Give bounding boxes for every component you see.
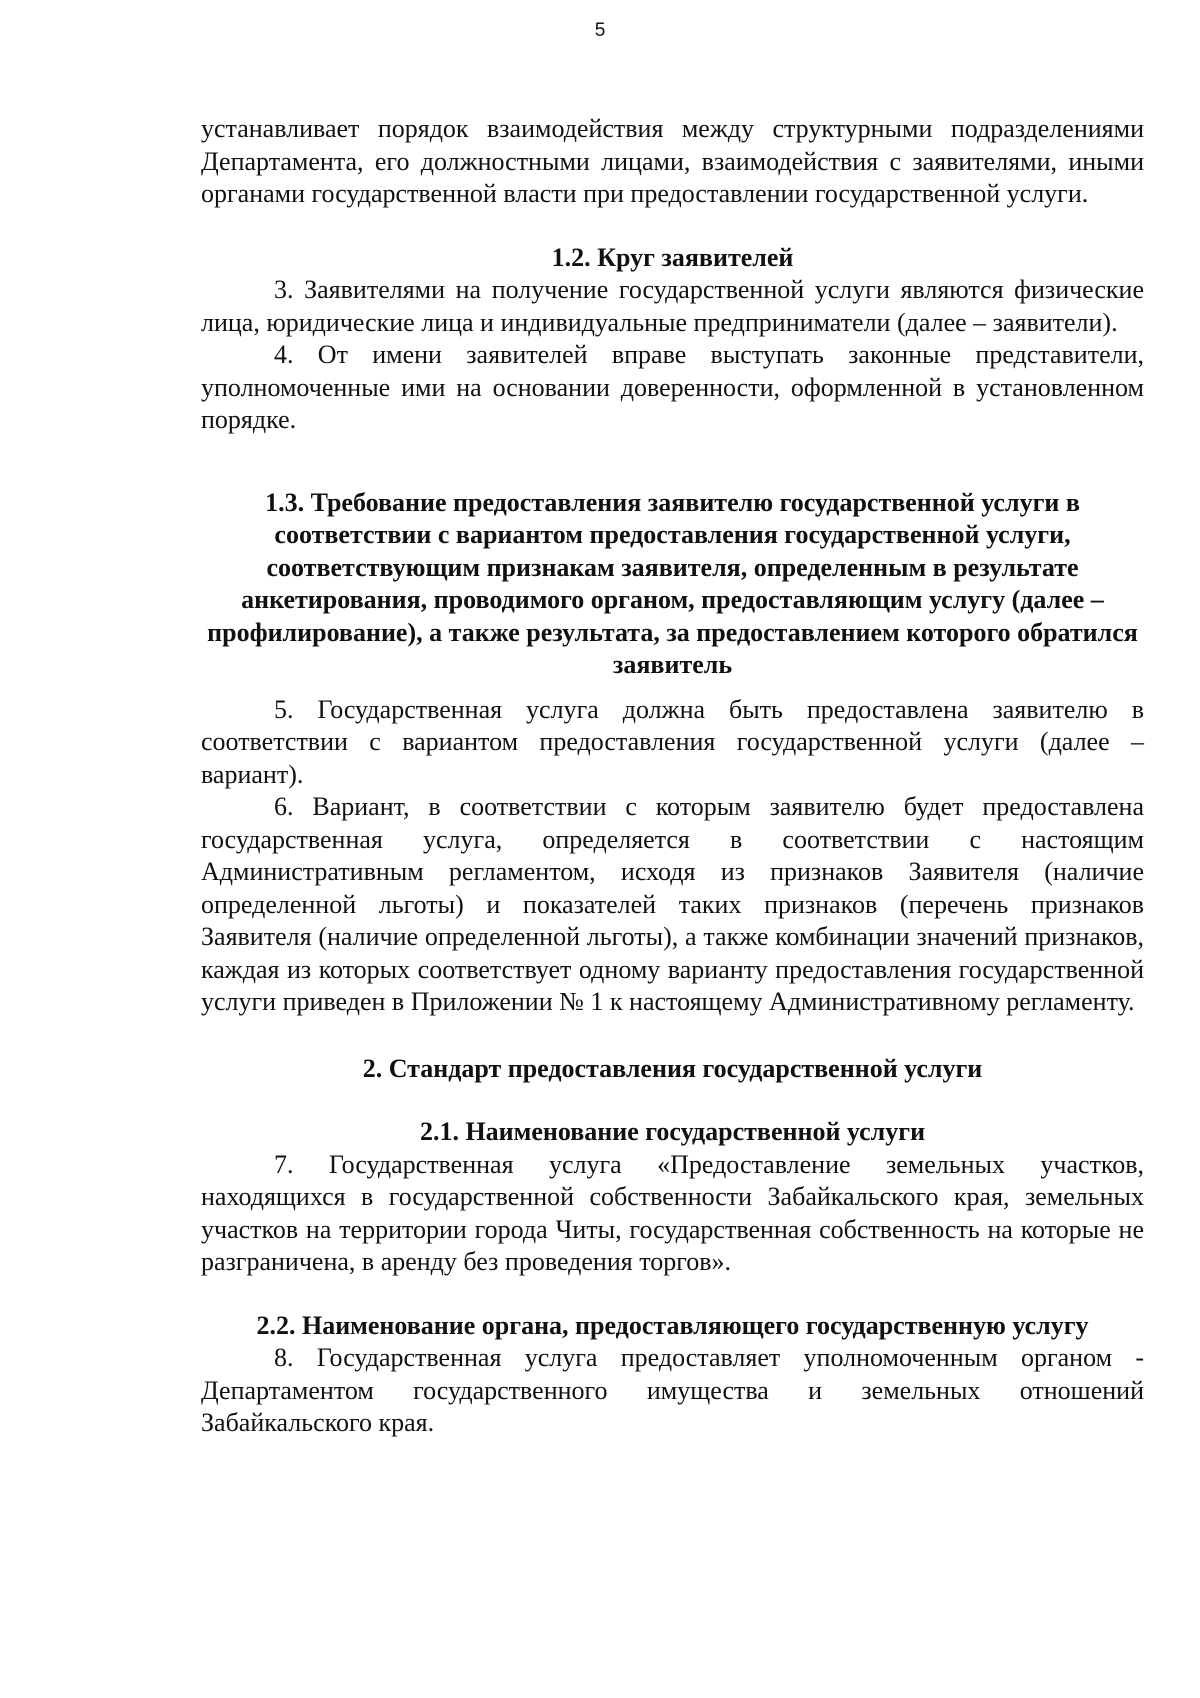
heading-applicants-circle: 1.2. Круг заявителей — [551, 242, 794, 272]
document-body — [201, 113, 1144, 1440]
paragraph-4: 4. От имени заявителей вправе выступать законные представители, уполномоченные ими на основании доверенности, оформленной в установленном порядке. — [201, 340, 1144, 434]
paragraph-6: 6. Вариант, в соответствии с которым заявителю будет предоставлена государственная услуга, определяется в соответствии с настоящим Административным регламентом, исходя из признаков Заявителя (наличие определенной льготы) и показателей таких признаков (перечень признаков Заявителя (наличие определенной льготы), а также комбинации значений признаков, каждая из которых соответствует одному варианту предоставления государственной услуги приведен в Приложении № 1 к настоящему Административному регламенту. — [201, 792, 1144, 1016]
heading-standard: 2. Стандарт предоставления государственной услуги — [362, 1053, 983, 1083]
heading-service-name: 2.1. Наименование государственной услуги — [419, 1117, 926, 1146]
heading-requirement: 1.3. Требование предоставления заявителю государственной услуги в соответствии с вариантом предоставления государственной услуги, соответствующим признакам заявителя, определенным в результате анкетирования, проводимого органом, предоставляющим услугу (далее – профилирование), а также результата, за предоставлением которого обратился заявитель — [207, 487, 1138, 679]
paragraph-5: 5. Государственная услуга должна быть предоставлена заявителю в соответствии с вариантом предоставления государственной услуги (далее – вариант). — [201, 694, 1144, 789]
paragraph-8: 8. Государственная услуга предоставляет уполномоченным органом - Департаментом государственного имущества и земельных отношений Забайкальского края. — [201, 1343, 1144, 1437]
heading-service-organ: 2.2. Наименование органа, предоставляющего государственную услугу — [256, 1310, 1089, 1340]
paragraph-7: 7. Государственная услуга «Предоставление земельных участков, находящихся в государственной собственности Забайкальского края, земельных участков на территории города Читы, государственная собственность на которые не разграничена, в аренду без проведения торгов». — [201, 1149, 1144, 1276]
intro-paragraph: устанавливает порядок взаимодействия между структурными подразделениями Департамента, его должностными лицами, взаимодействия с заявителями, иными органами государственной власти при предоставлении государственной услуги. — [201, 114, 1144, 208]
paragraph-3: 3. Заявителями на получение государственной услуги являются физические лица, юридические лица и индивидуальные предприниматели (далее – заявители). — [201, 275, 1144, 337]
page-number: 5 — [594, 20, 606, 41]
